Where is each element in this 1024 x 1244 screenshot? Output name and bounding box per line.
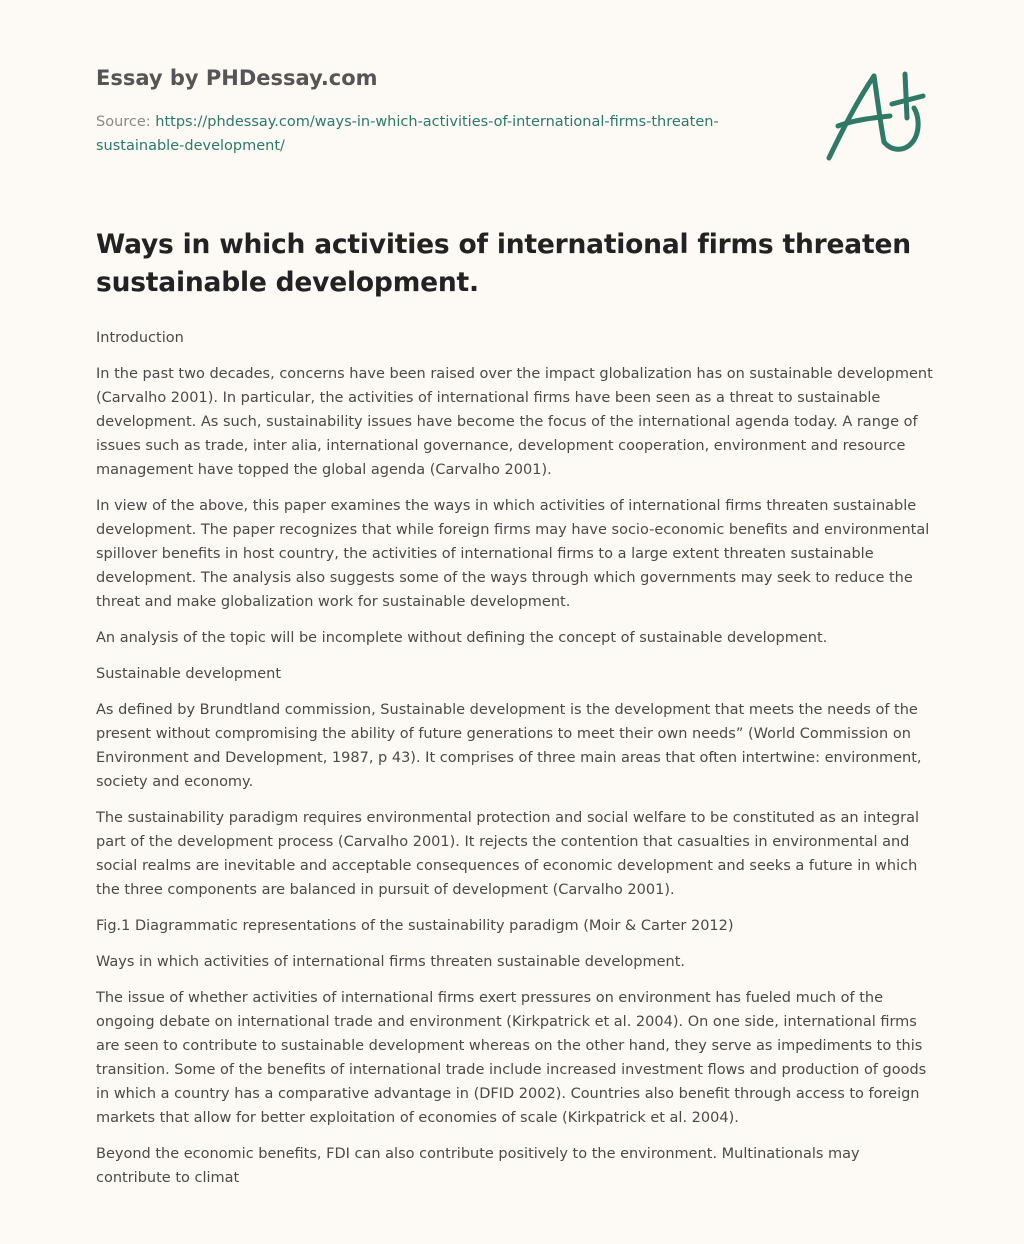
- paragraph-truncated: Beyond the economic benefits, FDI can also contribute positively to the environment. Multinationals may contribute to climat: [96, 1146, 860, 1186]
- figure-caption: Fig.1 Diagrammatic representations of the sustainability paradigm (Moir & Carter 2012): [96, 918, 734, 934]
- source-url-part-1: https://phdessay.com/ways-in-which-activities-of-international-firms-threaten-: [155, 114, 719, 130]
- source-line: [96, 110, 796, 158]
- section-heading-sustainable-development: Sustainable development: [96, 666, 282, 682]
- site-brand: Essay by PHDessay.com: [96, 66, 378, 90]
- paragraph: An analysis of the topic will be incomplete without defining the concept of sustainable development.: [96, 630, 828, 646]
- paragraph: As defined by Brundtland commission, Sustainable development is the development that meets the needs of the present without compromising the ability of future generations to meet their own needs” (World Commission on Environment and Development, 1987, p 43). It comprises of three main areas that often intertwine: environment, society and economy.: [96, 702, 922, 790]
- a-plus-grade-icon: [822, 66, 926, 166]
- page-header: [96, 64, 796, 158]
- source-link[interactable]: [96, 114, 719, 154]
- essay-content: [96, 226, 934, 1202]
- section-heading-introduction: Introduction: [96, 330, 184, 346]
- paragraph: The issue of whether activities of international firms exert pressures on environment has fueled much of the ongoing debate on international trade and environment (Kirkpatrick et al. 2004). On one side, international firms are seen to contribute to sustainable development whereas on the other hand, they serve as impediments to this transition. Some of the benefits of international trade include increased investment flows and production of goods in which a country has a comparative advantage in (DFID 2002). Countries also benefit through access to foreign markets that allow for better exploitation of economies of scale (Kirkpatrick et al. 2004).: [96, 990, 927, 1126]
- paragraph: In view of the above, this paper examines the ways in which activities of international firms threaten sustainable development. The paper recognizes that while foreign firms may have socio-economic benefits and environmental spillover benefits in host country, the activities of international firms to a large extent threaten sustainable development. The analysis also suggests some of the ways through which governments may seek to reduce the threat and make globalization work for sustainable development.: [96, 498, 930, 610]
- paragraph: In the past two decades, concerns have been raised over the impact globalization has on sustainable development (Carvalho 2001). In particular, the activities of international firms have been seen as a threat to sustainable development. As such, sustainability issues have become the focus of the international agenda today. A range of issues such as trade, inter alia, international governance, development cooperation, environment and resource management have topped the global agenda (Carvalho 2001).: [96, 366, 933, 478]
- essay-title: Ways in which activities of international firms threaten sustainable development.: [96, 229, 911, 298]
- source-label: Source:: [96, 114, 156, 130]
- source-url-part-2: sustainable-development/: [96, 138, 285, 154]
- paragraph: The sustainability paradigm requires environmental protection and social welfare to be constituted as an integral part of the development process (Carvalho 2001). It rejects the contention that casualties in environmental and social realms are inevitable and acceptable consequences of economic development and seeks a future in which the three components are balanced in pursuit of development (Carvalho 2001).: [96, 810, 920, 898]
- section-heading-threats: Ways in which activities of international firms threaten sustainable development.: [96, 954, 686, 970]
